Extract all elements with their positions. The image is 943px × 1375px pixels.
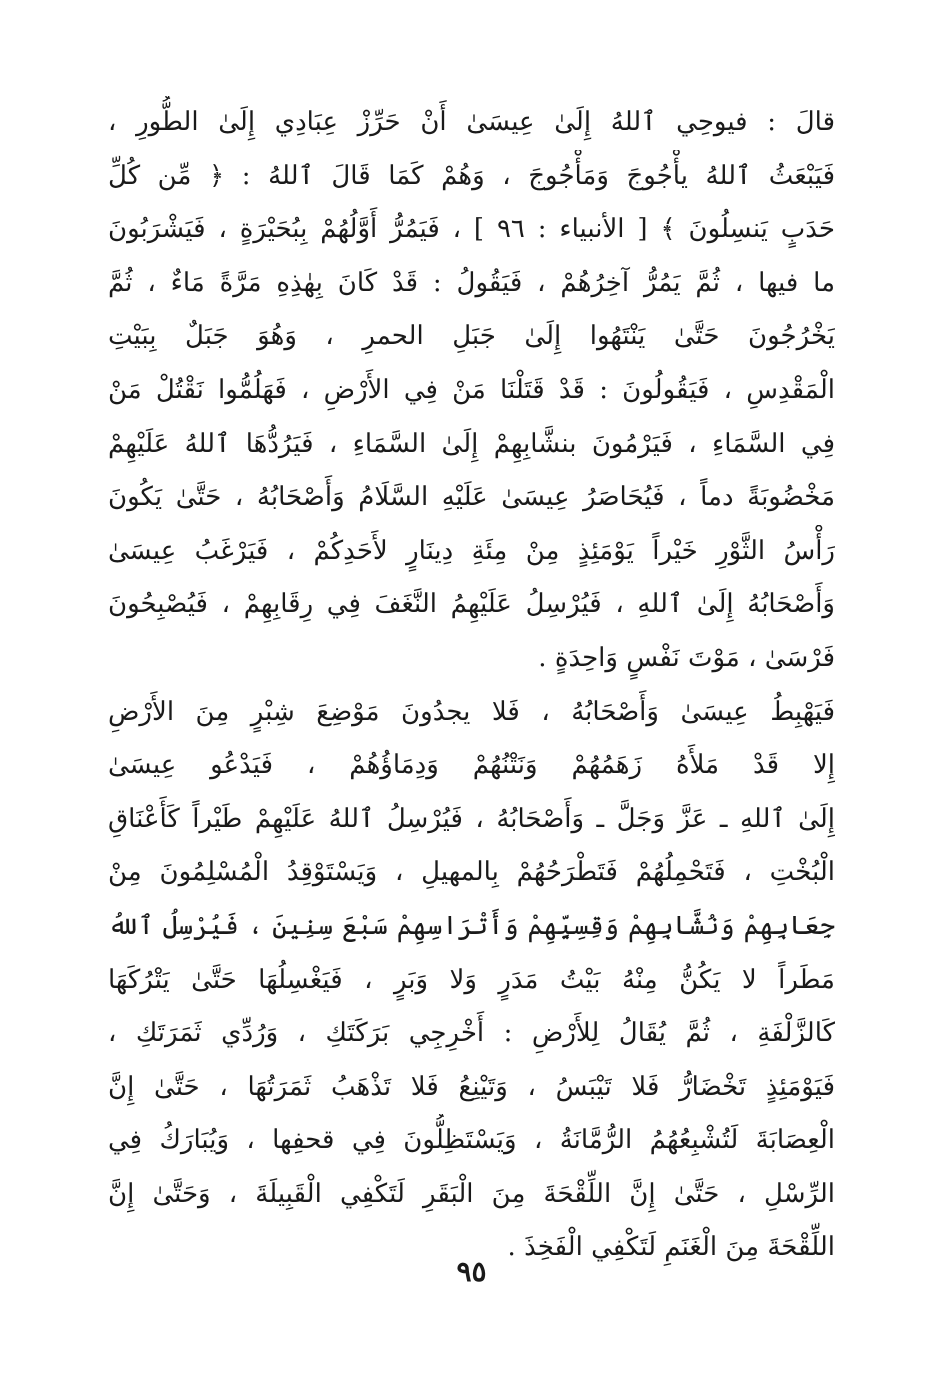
text-line: وَأَصْحَابُهُ إِلَىٰ ٱللهِ ، فَيُرْسِلُ عَلَيْهِمُ النَّغَفَ فِي رِقَابِهِمْ ، فَيُصْبِحُونَ [108, 589, 835, 620]
text-line: الرِّسْلِ ، حَتَّىٰ إِنَّ اللِّقْحَةَ مِنَ الْبَقَرِ لَتَكْفِي الْقَبِيلَةَ ، وَحَتَّىٰ إِنَّ [108, 1178, 835, 1209]
text-line: ما فيها ، ثُمَّ يَمُرُّ آخِرُهُمْ ، فَيَقُولُ : قَدْ كَانَ بِهٰذِهِ مَرَّةً مَاءٌ ، ثُمَّ [108, 267, 835, 298]
page-number: ٩٥ [456, 1255, 487, 1288]
text-line: إِلا قَدْ مَلأَهُ زَهَمُهُمْ وَنَتْنُهُمْ وَدِمَاؤُهُمْ ، فَيَدْعُو عِيسَىٰ [108, 750, 835, 781]
text-line: فَيَبْعَثُ ٱللهُ يأْجُوجَ وَمَأْجُوجَ ، وَهُمْ كَمَا قَالَ ٱللهُ : ﴿ مِّن كُلِّ [108, 160, 835, 191]
text-line: فَيَهْبِطُ عِيسَىٰ وَأَصْحَابُهُ ، فَلا يجدُونَ مَوْضِعَ شِبْرٍ مِنَ الأَرْضِ [108, 696, 835, 727]
text-line: فَيَوْمَئِذٍ تَخْضَارُّ فَلا تَيْبَسُ ، وَتَيْنِعُ فَلا تَذْهَبُ ثَمَرَتُهَا ، حَتَّىٰ إِنَّ [108, 1071, 835, 1102]
text-line: مَخْضُوبَةً دماً ، فَيُحَاصَرُ عِيسَىٰ عَلَيْهِ السَّلَامُ وَأَصْحَابُهُ ، حَتَّىٰ يَكُونَ [108, 482, 835, 513]
text-line: قالَ : فيوحِي ٱللهُ إِلَىٰ عِيسَىٰ أَنْ حَرِّزْ عِبَادِي إِلَىٰ الطُّورِ ، [108, 107, 835, 137]
text-line: حَدَبٍ يَنسِلُونَ ﴾ [ الأنبياء : ٩٦ ] ، فَيَمُرُّ أَوَّلُهُمْ بِبُحَيْرَةٍ ، فَيَشْرَبُونَ [108, 214, 835, 245]
paragraph-2 [108, 686, 835, 1276]
text-line: فَرْسَىٰ ، مَوْتَ نَفْسٍ وَاحِدَةٍ . [538, 642, 835, 673]
text-line: اللِّقْحَةَ مِنَ الْغَنَمِ لَتَكْفِي الْفَخِذَ . [507, 1232, 835, 1263]
text-line: مَطَراً لا يَكُنُّ مِنْهُ بَيْتُ مَدَرٍ وَلا وَبَرٍ ، فَيَغْسِلُهَا حَتَّىٰ يَتْرُكَهَا [108, 964, 835, 995]
text-line: رَأْسُ الثَّوْرِ خَيْراً يَوْمَئِذٍ مِنْ مِئَةِ دِينَارٍ لأَحَدِكُمْ ، فَيَرْغَبُ عِيسَىٰ [108, 535, 835, 566]
text-line: يَخْرُجُونَ حَتَّىٰ يَنْتَهُوا إِلَىٰ جَبَلِ الحمرِ ، وَهُوَ جَبَلٌ بِبَيْتِ [108, 321, 835, 352]
text-line: الْبُخْتِ ، فَتَحْمِلُهُمْ فَتَطْرَحُهُمْ بِالمهيلِ ، وَيَسْتَوْقِدُ الْمُسْلِمُونَ مِنْ [108, 857, 835, 888]
text-line: جِعَابِهِمْ وَنُشَّابِهِمْ وَقِسِيِّهِمْ وَأَتْرَاسِهِمْ سَبْعَ سِنِينَ ، فَيُرْسِلُ ٱللهُ [108, 910, 835, 941]
paragraph-1 [108, 96, 835, 686]
body-text [108, 96, 835, 1275]
text-line: الْعِصَابَةَ لَتُشْبِعُهُمُ الرُّمَّانَةُ ، وَيَسْتَظِلُّونَ فِي قحفِها ، وَيُبَارَكُ فِي [108, 1125, 835, 1156]
text-line: فِي السَّمَاءِ ، فَيَرْمُونَ بنشَّابِهِمْ إِلَىٰ السَّمَاءِ ، فَيَرُدُّهَا ٱللهُ عَلَيْهِمْ [108, 428, 835, 459]
text-line: كَالزَّلْفَةِ ، ثُمَّ يُقَالُ لِلأَرْضِ : أَخْرِجِي بَرَكَتَكِ ، وَرُدِّي ثَمَرَتَكِ ، [108, 1018, 835, 1049]
text-line: الْمَقْدِسِ ، فَيَقُولُونَ : قَدْ قَتَلْنَا مَنْ فِي الأَرْضِ ، فَهَلُمُّوا نَقْتُلْ مَنْ [108, 374, 835, 405]
text-line: إِلَىٰ ٱللهِ ـ عَزَّ وَجَلَّ ـ وَأَصْحَابُهُ ، فَيُرْسِلُ ٱللهُ عَلَيْهِمْ طَيْراً كَأَعْنَاقِ [108, 803, 835, 834]
